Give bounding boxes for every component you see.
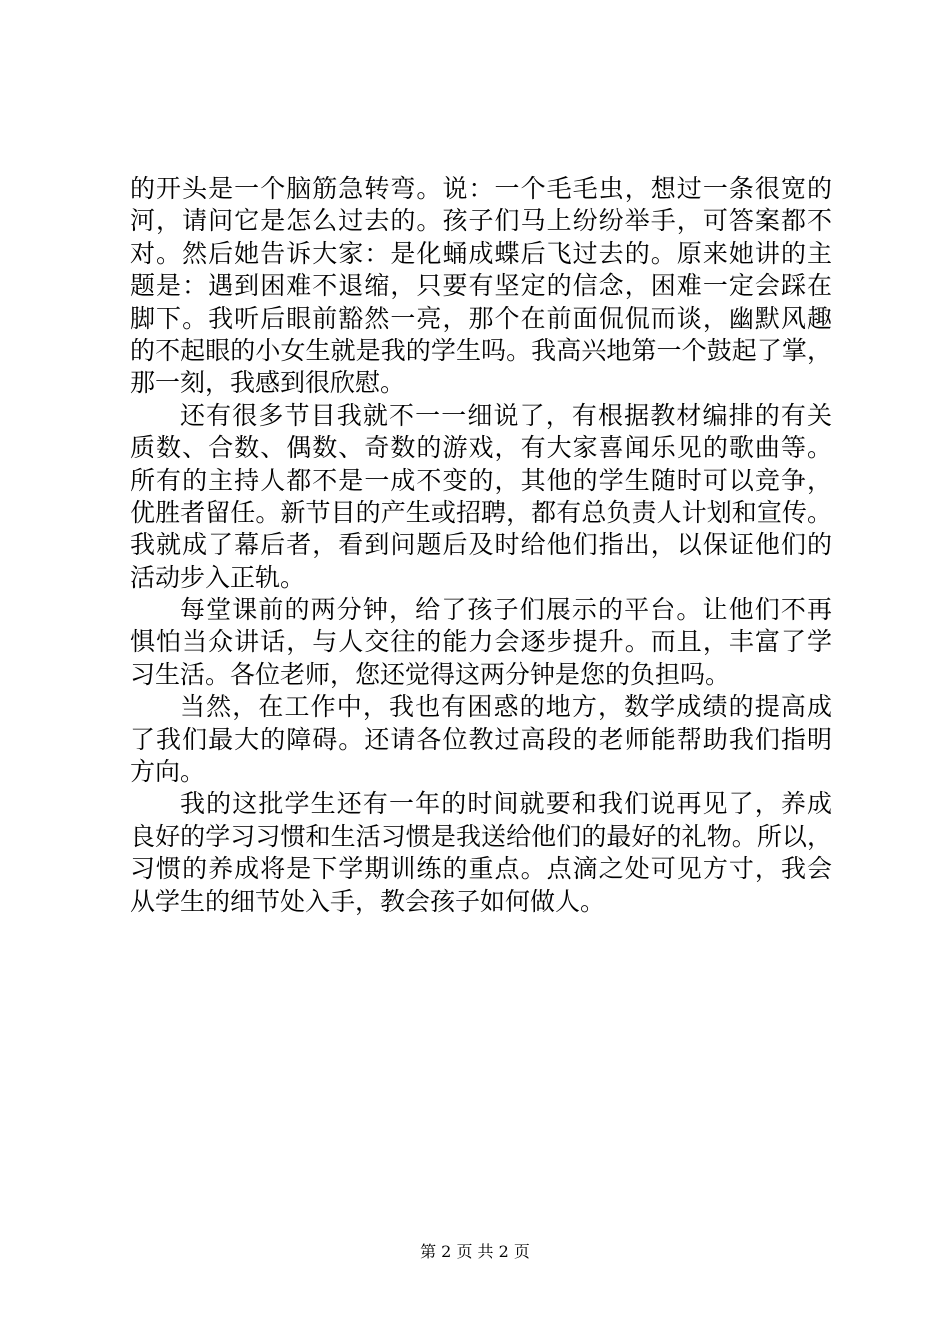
document-body: [130, 173, 832, 918]
text-line: 还有很多节目我就不一一细说了，有根据教材编排的有关: [180, 400, 832, 430]
text-line: 所有的主持人都不是一成不变的，其他的学生随时可以竞争，: [130, 465, 832, 495]
text-line: 活动步入正轨。: [130, 562, 306, 592]
text-line: 脚下。我听后眼前豁然一亮，那个在前面侃侃而谈，幽默风趣: [130, 303, 832, 333]
text-line: 河，请问它是怎么过去的。孩子们马上纷纷举手，可答案都不: [130, 206, 832, 236]
text-line: 的不起眼的小女生就是我的学生吗。我高兴地第一个鼓起了掌，: [130, 335, 832, 365]
page-footer: [0, 1242, 950, 1262]
text-line: 当然，在工作中，我也有困惑的地方，数学成绩的提高成: [180, 692, 832, 722]
text-line: 从学生的细节处入手，教会孩子如何做人。: [130, 886, 606, 916]
text-line: 习生活。各位老师，您还觉得这两分钟是您的负担吗。: [130, 659, 731, 689]
text-line: 习惯的养成将是下学期训练的重点。点滴之处可见方寸，我会: [130, 854, 832, 884]
text-line: 方向。: [130, 757, 206, 787]
text-line: 我的这批学生还有一年的时间就要和我们说再见了，养成: [180, 789, 832, 819]
text-line: 质数、合数、偶数、奇数的游戏，有大家喜闻乐见的歌曲等。: [130, 433, 832, 463]
text-line: 那一刻，我感到很欣慰。: [130, 368, 406, 398]
text-line: 题是：遇到困难不退缩，只要有坚定的信念，困难一定会踩在: [130, 271, 832, 301]
text-line: 的开头是一个脑筋急转弯。说：一个毛毛虫，想过一条很宽的: [130, 174, 832, 203]
text-line: 对。然后她告诉大家：是化蛹成蝶后飞过去的。原来她讲的主: [130, 238, 832, 268]
text-line: 每堂课前的两分钟，给了孩子们展示的平台。让他们不再: [180, 595, 832, 625]
text-line: 我就成了幕后者，看到问题后及时给他们指出，以保证他们的: [130, 530, 832, 560]
text-line: 优胜者留任。新节目的产生或招聘，都有总负责人计划和宣传。: [130, 497, 832, 527]
page-number: 第 2 页 共 2 页: [420, 1242, 530, 1261]
text-line: 惧怕当众讲话，与人交往的能力会逐步提升。而且，丰富了学: [130, 627, 832, 657]
text-line: 了我们最大的障碍。还请各位教过高段的老师能帮助我们指明: [130, 724, 832, 754]
text-line: 良好的学习习惯和生活习惯是我送给他们的最好的礼物。所以，: [130, 821, 832, 851]
